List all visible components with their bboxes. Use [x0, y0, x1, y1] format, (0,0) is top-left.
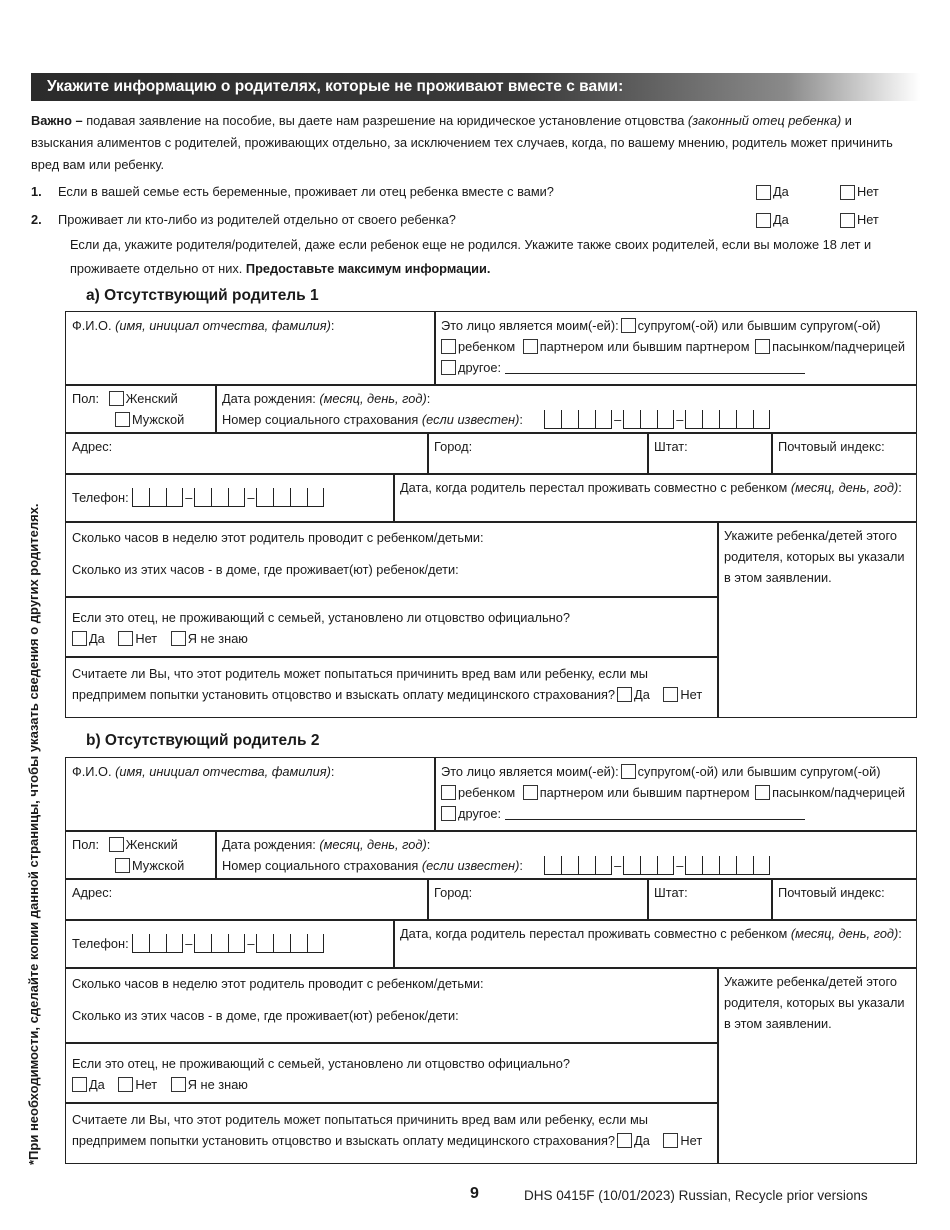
intro-text-2: и взыскания алиментов с родителей, проживающих отдельно, за исключением тех случаев, когда, по вашему мнению, родитель может причинить вред вам или ребенку.: [31, 113, 893, 172]
document-id: DHS 0415F (10/01/2023) Russian, Recycle prior versions: [524, 1188, 868, 1203]
child-checkbox[interactable]: [441, 339, 456, 354]
sex-field: [65, 384, 217, 434]
children-label: Укажите ребенка/детей этого родителя, которых вы указали в этом заявлении.: [724, 528, 905, 585]
phone-part-1[interactable]: [132, 934, 183, 953]
hours-field[interactable]: [65, 521, 719, 598]
section-header: Укажите информацию о родителях, которые не проживают вместе с вами:: [31, 73, 920, 101]
harm-yes-label: Да: [634, 1133, 650, 1148]
address-field[interactable]: [65, 878, 429, 921]
no-label: Нет: [857, 212, 879, 227]
other-checkbox[interactable]: [441, 806, 456, 821]
children-list-field[interactable]: [717, 967, 917, 1164]
name-field[interactable]: Ф.И.О. (имя, инициал отчества, фамилия):: [65, 311, 436, 386]
child-label: ребенком: [458, 339, 516, 354]
paternity-no-label: Нет: [135, 631, 158, 646]
harm-no-checkbox[interactable]: [663, 687, 678, 702]
phone-part-3[interactable]: [256, 934, 324, 953]
ssn-hint: (если известен): [421, 412, 520, 427]
phone-label: Телефон:: [72, 936, 129, 951]
phone-part-2[interactable]: [194, 934, 245, 953]
paternity-no-checkbox[interactable]: [118, 631, 133, 646]
paternity-yes-checkbox[interactable]: [72, 1077, 87, 1092]
child-checkbox[interactable]: [441, 785, 456, 800]
partner-checkbox[interactable]: [523, 339, 538, 354]
sex-label: Пол:: [72, 837, 100, 852]
state-label: Штат:: [654, 439, 688, 454]
spouse-checkbox[interactable]: [621, 764, 636, 779]
dob-ssn-field: Дата рождения: (месяц, день, год): Номер социального страхования (если известен): – –: [215, 384, 917, 434]
stopped-living-field[interactable]: Дата, когда родитель перестал проживать совместно с ребенком (месяц, день, год):: [393, 473, 917, 523]
city-field[interactable]: [427, 878, 649, 921]
harm-yes-checkbox[interactable]: [617, 1133, 632, 1148]
zip-label: Почтовый индекс:: [778, 885, 885, 900]
checkbox[interactable]: [840, 185, 855, 200]
children-label: Укажите ребенка/детей этого родителя, которых вы указали в этом заявлении.: [724, 974, 905, 1031]
relation-field: [434, 311, 917, 386]
ssn-part-3[interactable]: [685, 856, 770, 875]
female-checkbox[interactable]: [109, 837, 124, 852]
phone-part-3[interactable]: [256, 488, 324, 507]
ssn-part-2[interactable]: [623, 410, 674, 429]
harm-no-checkbox[interactable]: [663, 1133, 678, 1148]
name-field[interactable]: Ф.И.О. (имя, инициал отчества, фамилия):: [65, 757, 436, 832]
spouse-label: супругом(-ой) или бывшим супругом(-ой): [637, 764, 881, 779]
address-label: Адрес:: [72, 439, 113, 454]
harm-label: Считаете ли Вы, что этот родитель может попытаться причинить вред вам или ребенку, если мы предпримем попытки установить отцовство и взыскать оплату медицинского страхования?: [72, 1112, 649, 1148]
relation-field: [434, 757, 917, 832]
parent-1-table: [65, 311, 917, 718]
paternity-label: Если это отец, не проживающий с семьей, установлено ли отцовство официально?: [72, 1056, 570, 1071]
female-label: Женский: [125, 391, 178, 406]
paternity-yes-checkbox[interactable]: [72, 631, 87, 646]
stopped-label: Дата, когда родитель перестал проживать совместно с ребенком: [400, 926, 788, 941]
side-note: *При необходимости, сделайте копии данной страницы, чтобы указать сведения о других родителях.: [26, 503, 41, 1165]
other-input-line[interactable]: [505, 359, 805, 374]
hours-field[interactable]: [65, 967, 719, 1044]
harm-field: [65, 1102, 719, 1164]
ssn-label: Номер социального страхования: [222, 858, 419, 873]
phone-part-2[interactable]: [194, 488, 245, 507]
checkbox[interactable]: [756, 213, 771, 228]
male-label: Мужской: [132, 412, 185, 427]
dob-label: Дата рождения:: [222, 391, 316, 406]
checkbox[interactable]: [756, 185, 771, 200]
female-checkbox[interactable]: [109, 391, 124, 406]
dob-hint: (месяц, день, год): [319, 837, 427, 852]
ssn-part-1[interactable]: [544, 410, 612, 429]
question-number: 1.: [31, 184, 42, 199]
intro-lead: Важно –: [31, 113, 83, 128]
ssn-label: Номер социального страхования: [222, 412, 419, 427]
paternity-no-label: Нет: [135, 1077, 158, 1092]
question-2: [31, 209, 911, 231]
stepchild-label: пасынком/падчерицей: [772, 785, 906, 800]
other-checkbox[interactable]: [441, 360, 456, 375]
page-number: 9: [470, 1185, 479, 1202]
state-label: Штат:: [654, 885, 688, 900]
harm-label: Считаете ли Вы, что этот родитель может попытаться причинить вред вам или ребенку, если мы предпримем попытки установить отцовство и взыскать оплату медицинского страхования?: [72, 666, 649, 702]
q1-yes-option[interactable]: [756, 181, 789, 203]
phone-label: Телефон:: [72, 490, 129, 505]
intro-italic: (законный отец ребенка): [687, 113, 842, 128]
note-text: Если да, укажите родителя/родителей, даже если ребенок еще не родился. Укажите также своих родителей, если вы моложе 18 лет и проживаете отдельно от них.: [70, 237, 872, 276]
stopped-label: Дата, когда родитель перестал проживать совместно с ребенком: [400, 480, 788, 495]
relation-label: Это лицо является моим(-ей):: [441, 764, 619, 779]
other-label: другое:: [458, 360, 502, 375]
name-hint: (имя, инициал отчества, фамилия): [115, 318, 331, 333]
children-list-field[interactable]: [717, 521, 917, 718]
paternity-yes-label: Да: [89, 631, 105, 646]
yes-label: Да: [773, 184, 789, 199]
q1-no-option[interactable]: [840, 181, 879, 203]
address-label: Адрес:: [72, 885, 113, 900]
question-2-note: [70, 233, 900, 281]
zip-field[interactable]: [771, 432, 917, 475]
hours-home-label: Сколько из этих часов - в доме, где проживает(ют) ребенок/дети:: [72, 562, 459, 577]
parent-2-table: [65, 757, 917, 1164]
ssn-part-2[interactable]: [623, 856, 674, 875]
harm-field: [65, 656, 719, 718]
yes-label: Да: [773, 212, 789, 227]
sex-field: [65, 830, 217, 880]
sex-label: Пол:: [72, 391, 100, 406]
stopped-hint: (месяц, день, год): [790, 926, 899, 941]
male-checkbox[interactable]: [115, 858, 130, 873]
female-label: Женский: [125, 837, 178, 852]
child-label: ребенком: [458, 785, 516, 800]
question-number: 2.: [31, 212, 42, 227]
phone-field: Телефон: – –: [65, 473, 395, 523]
zip-label: Почтовый индекс:: [778, 439, 885, 454]
phone-part-1[interactable]: [132, 488, 183, 507]
city-field[interactable]: [427, 432, 649, 475]
checkbox[interactable]: [840, 213, 855, 228]
harm-no-label: Нет: [680, 1133, 703, 1148]
name-hint: (имя, инициал отчества, фамилия): [115, 764, 331, 779]
spouse-label: супругом(-ой) или бывшим супругом(-ой): [637, 318, 881, 333]
relation-label: Это лицо является моим(-ей):: [441, 318, 619, 333]
paternity-label: Если это отец, не проживающий с семьей, установлено ли отцовство официально?: [72, 610, 570, 625]
question-text: Проживает ли кто-либо из родителей отдельно от своего ребенка?: [58, 212, 456, 227]
other-label: другое:: [458, 806, 502, 821]
paternity-field: [65, 1042, 719, 1104]
city-label: Город:: [434, 885, 473, 900]
paternity-yes-label: Да: [89, 1077, 105, 1092]
hours-label: Сколько часов в неделю этот родитель проводит с ребенком/детьми:: [72, 976, 484, 991]
name-label: Ф.И.О.: [72, 764, 112, 779]
intro-paragraph: [31, 110, 911, 176]
hours-home-label: Сколько из этих часов - в доме, где проживает(ют) ребенок/дети:: [72, 1008, 459, 1023]
hours-label: Сколько часов в неделю этот родитель проводит с ребенком/детьми:: [72, 530, 484, 545]
partner-label: партнером или бывшим партнером: [539, 785, 750, 800]
harm-yes-label: Да: [634, 687, 650, 702]
harm-yes-checkbox[interactable]: [617, 687, 632, 702]
address-field[interactable]: [65, 432, 429, 475]
parent-2-title: b) Отсутствующий родитель 2: [86, 732, 320, 749]
spouse-checkbox[interactable]: [621, 318, 636, 333]
partner-checkbox[interactable]: [523, 785, 538, 800]
name-label: Ф.И.О.: [72, 318, 112, 333]
question-text: Если в вашей семье есть беременные, проживает ли отец ребенка вместе с вами?: [58, 184, 554, 199]
paternity-unknown-label: Я не знаю: [187, 631, 248, 646]
state-field[interactable]: [647, 432, 773, 475]
partner-label: партнером или бывшим партнером: [539, 339, 750, 354]
paternity-unknown-checkbox[interactable]: [171, 1077, 186, 1092]
ssn-part-3[interactable]: [685, 410, 770, 429]
stopped-living-field[interactable]: Дата, когда родитель перестал проживать совместно с ребенком (месяц, день, год):: [393, 919, 917, 969]
dob-label: Дата рождения:: [222, 837, 316, 852]
male-label: Мужской: [132, 858, 185, 873]
ssn-hint: (если известен): [421, 858, 520, 873]
question-1: [31, 181, 911, 203]
q2-yes-option[interactable]: [756, 209, 789, 231]
ssn-part-1[interactable]: [544, 856, 612, 875]
no-label: Нет: [857, 184, 879, 199]
other-input-line[interactable]: [505, 805, 805, 820]
paternity-unknown-checkbox[interactable]: [171, 631, 186, 646]
stopped-hint: (месяц, день, год): [790, 480, 899, 495]
parent-1-title: a) Отсутствующий родитель 1: [86, 287, 319, 304]
male-checkbox[interactable]: [115, 412, 130, 427]
harm-no-label: Нет: [680, 687, 703, 702]
dob-hint: (месяц, день, год): [319, 391, 427, 406]
stepchild-checkbox[interactable]: [755, 785, 770, 800]
paternity-no-checkbox[interactable]: [118, 1077, 133, 1092]
zip-field[interactable]: [771, 878, 917, 921]
paternity-unknown-label: Я не знаю: [187, 1077, 248, 1092]
phone-field: Телефон: – –: [65, 919, 395, 969]
q2-no-option[interactable]: [840, 209, 879, 231]
city-label: Город:: [434, 439, 473, 454]
stepchild-checkbox[interactable]: [755, 339, 770, 354]
note-bold: Предоставьте максимум информации.: [245, 261, 491, 276]
state-field[interactable]: [647, 878, 773, 921]
dob-ssn-field: Дата рождения: (месяц, день, год): Номер социального страхования (если известен): – –: [215, 830, 917, 880]
intro-text-1: подавая заявление на пособие, вы даете нам разрешение на юридическое установление отцовства: [82, 113, 688, 128]
paternity-field: [65, 596, 719, 658]
stepchild-label: пасынком/падчерицей: [772, 339, 906, 354]
